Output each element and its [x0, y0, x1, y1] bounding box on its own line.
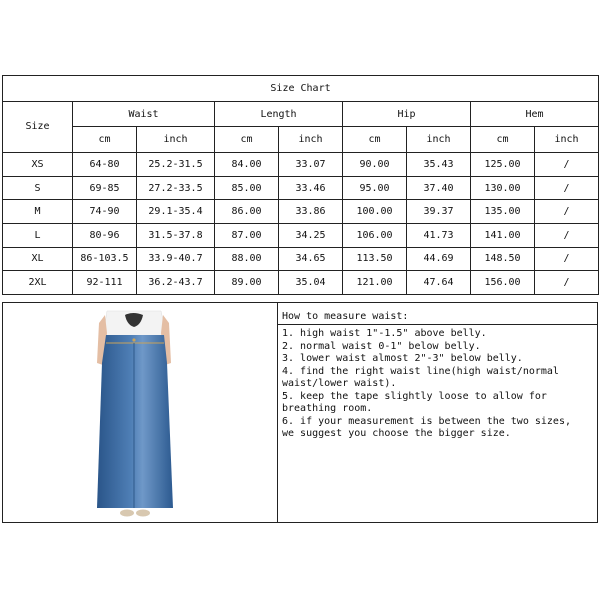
unit-header: cm — [215, 127, 279, 153]
table-cell: / — [535, 153, 599, 177]
size-label: L — [3, 224, 73, 248]
table-cell: 69-85 — [73, 176, 137, 200]
table-cell: 33.07 — [279, 153, 343, 177]
hip-header: Hip — [343, 101, 471, 127]
measure-section — [2, 302, 598, 523]
table-cell: 25.2-31.5 — [137, 153, 215, 177]
table-cell: 141.00 — [471, 224, 535, 248]
table-cell: 34.65 — [279, 247, 343, 271]
table-row — [3, 224, 599, 248]
table-cell: 85.00 — [215, 176, 279, 200]
table-cell: 130.00 — [471, 176, 535, 200]
table-cell: 44.69 — [407, 247, 471, 271]
table-cell: 33.9-40.7 — [137, 247, 215, 271]
table-row — [3, 247, 599, 271]
length-header: Length — [215, 101, 343, 127]
table-cell: 34.25 — [279, 224, 343, 248]
chart-title: Size Chart — [3, 76, 599, 102]
table-cell: 135.00 — [471, 200, 535, 224]
table-cell: 33.86 — [279, 200, 343, 224]
table-cell: 41.73 — [407, 224, 471, 248]
table-cell: 31.5-37.8 — [137, 224, 215, 248]
hem-header: Hem — [471, 101, 599, 127]
table-cell: 27.2-33.5 — [137, 176, 215, 200]
table-cell: / — [535, 224, 599, 248]
table-cell: 84.00 — [215, 153, 279, 177]
table-cell: 80-96 — [73, 224, 137, 248]
denim-skirt-model-image — [3, 303, 276, 522]
table-cell: 88.00 — [215, 247, 279, 271]
unit-header: inch — [407, 127, 471, 153]
table-cell: 92-111 — [73, 271, 137, 295]
table-row — [3, 176, 599, 200]
table-cell: 148.50 — [471, 247, 535, 271]
size-label: XS — [3, 153, 73, 177]
table-cell: / — [535, 200, 599, 224]
table-row — [3, 153, 599, 177]
unit-header: cm — [73, 127, 137, 153]
table-cell: 87.00 — [215, 224, 279, 248]
table-cell: 35.04 — [279, 271, 343, 295]
unit-header: inch — [535, 127, 599, 153]
measure-step: 5. keep the tape slightly loose to allow for breathing room. — [282, 390, 547, 414]
product-photo-panel — [3, 303, 278, 522]
table-cell: 37.40 — [407, 176, 471, 200]
table-cell: 113.50 — [343, 247, 407, 271]
table-cell: 156.00 — [471, 271, 535, 295]
table-cell: 33.46 — [279, 176, 343, 200]
size-label: 2XL — [3, 271, 73, 295]
table-cell: 74-90 — [73, 200, 137, 224]
table-cell: 86-103.5 — [73, 247, 137, 271]
table-cell: 29.1-35.4 — [137, 200, 215, 224]
table-cell: / — [535, 176, 599, 200]
size-label: XL — [3, 247, 73, 271]
table-cell: 47.64 — [407, 271, 471, 295]
table-cell: 86.00 — [215, 200, 279, 224]
size-label: M — [3, 200, 73, 224]
unit-header: cm — [471, 127, 535, 153]
table-cell: 36.2-43.7 — [137, 271, 215, 295]
table-cell: 100.00 — [343, 200, 407, 224]
measure-title: How to measure waist: — [278, 303, 597, 325]
measure-step: 2. normal waist 0-1" below belly. — [282, 340, 481, 352]
measure-step: 1. high waist 1"-1.5" above belly. — [282, 328, 487, 339]
unit-header: cm — [343, 127, 407, 153]
table-cell: 125.00 — [471, 153, 535, 177]
measure-steps-list — [282, 328, 587, 441]
table-row — [3, 200, 599, 224]
size-label: S — [3, 176, 73, 200]
table-cell: 90.00 — [343, 153, 407, 177]
table-cell: 89.00 — [215, 271, 279, 295]
table-row — [3, 271, 599, 295]
table-cell: / — [535, 271, 599, 295]
table-cell: 64-80 — [73, 153, 137, 177]
size-chart-table — [2, 75, 599, 295]
table-cell: / — [535, 247, 599, 271]
table-cell: 35.43 — [407, 153, 471, 177]
table-cell: 106.00 — [343, 224, 407, 248]
measure-instructions — [278, 303, 597, 522]
table-cell: 39.37 — [407, 200, 471, 224]
measure-step: 4. find the right waist line(high waist/normal waist/lower waist). — [282, 365, 559, 389]
measure-step: 6. if your measurement is between the two sizes, we suggest you choose the bigger size. — [282, 415, 571, 439]
table-cell: 95.00 — [343, 176, 407, 200]
waist-header: Waist — [73, 101, 215, 127]
unit-header: inch — [137, 127, 215, 153]
measure-step: 3. lower waist almost 2"-3" below belly. — [282, 353, 523, 364]
table-cell: 121.00 — [343, 271, 407, 295]
unit-header: inch — [279, 127, 343, 153]
size-header: Size — [3, 101, 73, 152]
